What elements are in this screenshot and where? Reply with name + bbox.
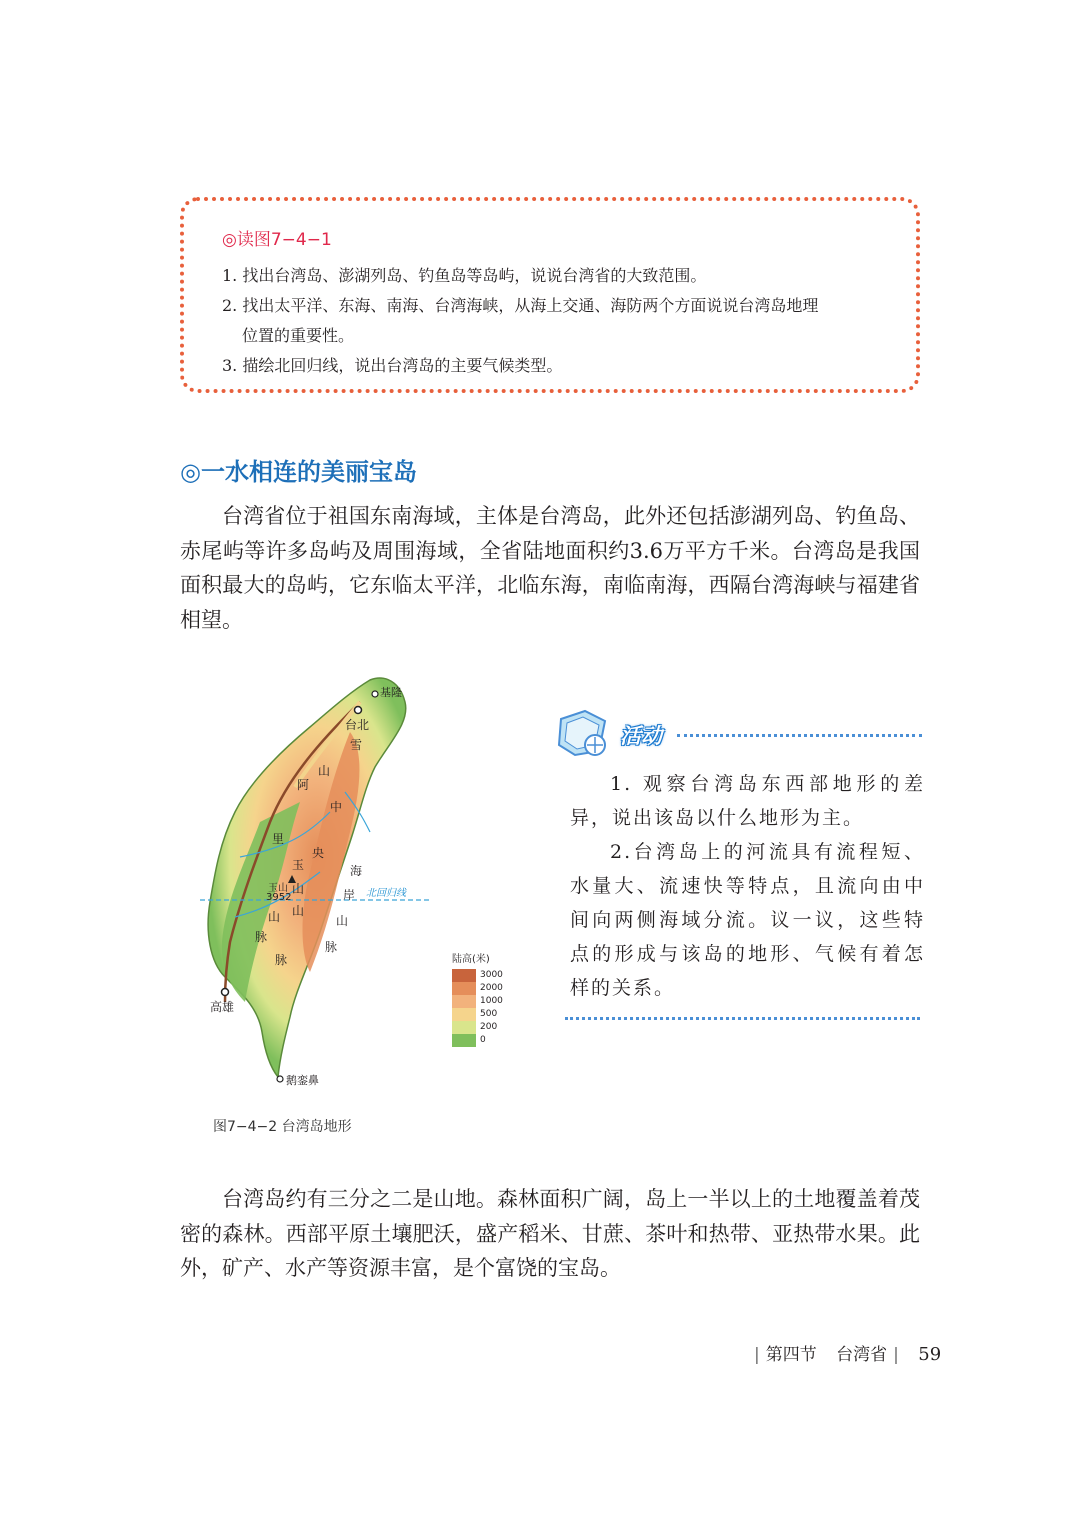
legend-level-0: 0 [480,1035,486,1045]
yushan-range-label-1: 玉 [292,858,305,872]
page-number: 59 [918,1344,942,1365]
legend-swatch-500 [452,1008,476,1021]
central-range-label-1: 中 [330,800,343,814]
coastal-range-label-1: 海 [350,864,363,878]
tropic-of-cancer-label: 北回归线 [366,888,406,899]
xueshan-label: 雪 [350,738,363,752]
reading-exercise-title: ◎读图7−4−1 [222,230,332,250]
reading-exercise-item-2-continued: 位置的重要性。 [242,326,355,345]
legend-level-1000: 1000 [480,996,503,1006]
reading-exercise-item-3: 3. 描绘北回归线，说出台湾岛的主要气候类型。 [222,356,563,375]
legend-swatch-2000 [452,982,476,995]
legend-level-200: 200 [480,1022,498,1032]
legend-swatch-200 [452,1021,476,1034]
yushan-range-label-4: 脉 [255,930,268,944]
footer-title: 台湾省 [836,1345,888,1365]
legend-swatch-0 [452,1034,476,1047]
footer-separator-right: | [893,1345,899,1365]
activity-box [555,705,925,1005]
legend-title: 陆高(米) [452,954,490,965]
yushan-height-label: 3952 [266,892,292,903]
central-range-label-2: 央 [312,846,325,860]
activity-header [555,705,925,761]
page-footer [748,1340,941,1365]
activity-content [555,767,925,1005]
taipei-marker [355,707,362,714]
yushan-range-label-2: 山 [292,882,305,896]
reading-exercise-box [180,197,920,393]
section-title: ◎一水相连的美丽宝岛 [180,458,417,486]
reading-exercise-item-2: 2. 找出太平洋、东海、南海、台湾海峡，从海上交通、海防两个方面说说台湾岛地理 [222,296,819,315]
body-paragraph-1: 台湾省位于祖国东南海域，主体是台湾岛，此外还包括澎湖列岛、钓鱼岛、赤尾屿等许多岛屿及周围海域，全省陆地面积约3.6万平方千米。台湾岛是我国面积最大的岛屿，它东临太平洋，北临东海，南临南海，西隔台湾海峡与福建省相望。 [180,504,920,632]
legend-swatch-3000 [452,969,476,982]
legend-level-500: 500 [480,1009,498,1019]
activity-divider-top [677,734,922,737]
taiwan-terrain-map [200,672,530,1092]
keelung-label: 基隆 [380,686,402,699]
taipei-label: 台北 [345,718,370,732]
kaohsiung-marker [222,989,229,996]
coastal-range-label-2: 岸 [343,888,356,902]
alishan-label-1: 阿 [297,778,310,792]
keelung-marker [372,691,378,697]
eluanbi-marker [277,1076,283,1082]
figure-caption: 图7−4−2 台湾岛地形 [213,1119,352,1135]
coastal-range-label-4: 脉 [325,940,338,954]
yushan-range-label-3: 山 [268,910,281,924]
reading-exercise-item-1: 1. 找出台湾岛、澎湖列岛、钓鱼岛等岛屿，说说台湾省的大致范围。 [222,266,707,285]
legend-level-2000: 2000 [480,983,503,993]
yushan-peak-label: 玉山 [268,883,288,894]
coastal-range-label-3: 山 [336,914,349,928]
legend-swatch-1000 [452,995,476,1008]
eluanbi-label: 鹅銮鼻 [286,1074,319,1087]
central-range-label-3: 山 [292,904,305,918]
footer-section: 第四节 [765,1345,817,1365]
taiwan-island-shape [208,678,406,1077]
kaohsiung-label: 高雄 [210,1000,235,1014]
central-range-label-4: 脉 [275,953,288,967]
footer-separator-left: | [754,1345,760,1365]
alishan-label-3: 山 [318,764,331,778]
activity-item-2: 2.台湾岛上的河流具有流程短、水量大、流速快等特点，且流向由中间向两侧海域分流。议一议，这些特点的形成与该岛的地形、气候有着怎样的关系。 [570,841,925,999]
elevation-legend [452,950,503,1047]
activity-divider-bottom [565,1017,920,1020]
activity-title: 活动 [620,724,662,748]
alishan-label-2: 里 [272,832,285,846]
activity-item-1: 1. 观察台湾岛东西部地形的差异，说出该岛以什么地形为主。 [570,773,925,829]
body-paragraph-2: 台湾岛约有三分之二是山地。森林面积广阔，岛上一半以上的土地覆盖着茂密的森林。西部平原土壤肥沃，盛产稻米、甘蔗、茶叶和热带、亚热带水果。此外，矿产、水产等资源丰富，是个富饶的宝岛。 [180,1187,920,1280]
map-compass-icon [555,705,611,761]
legend-level-3000: 3000 [480,970,503,980]
